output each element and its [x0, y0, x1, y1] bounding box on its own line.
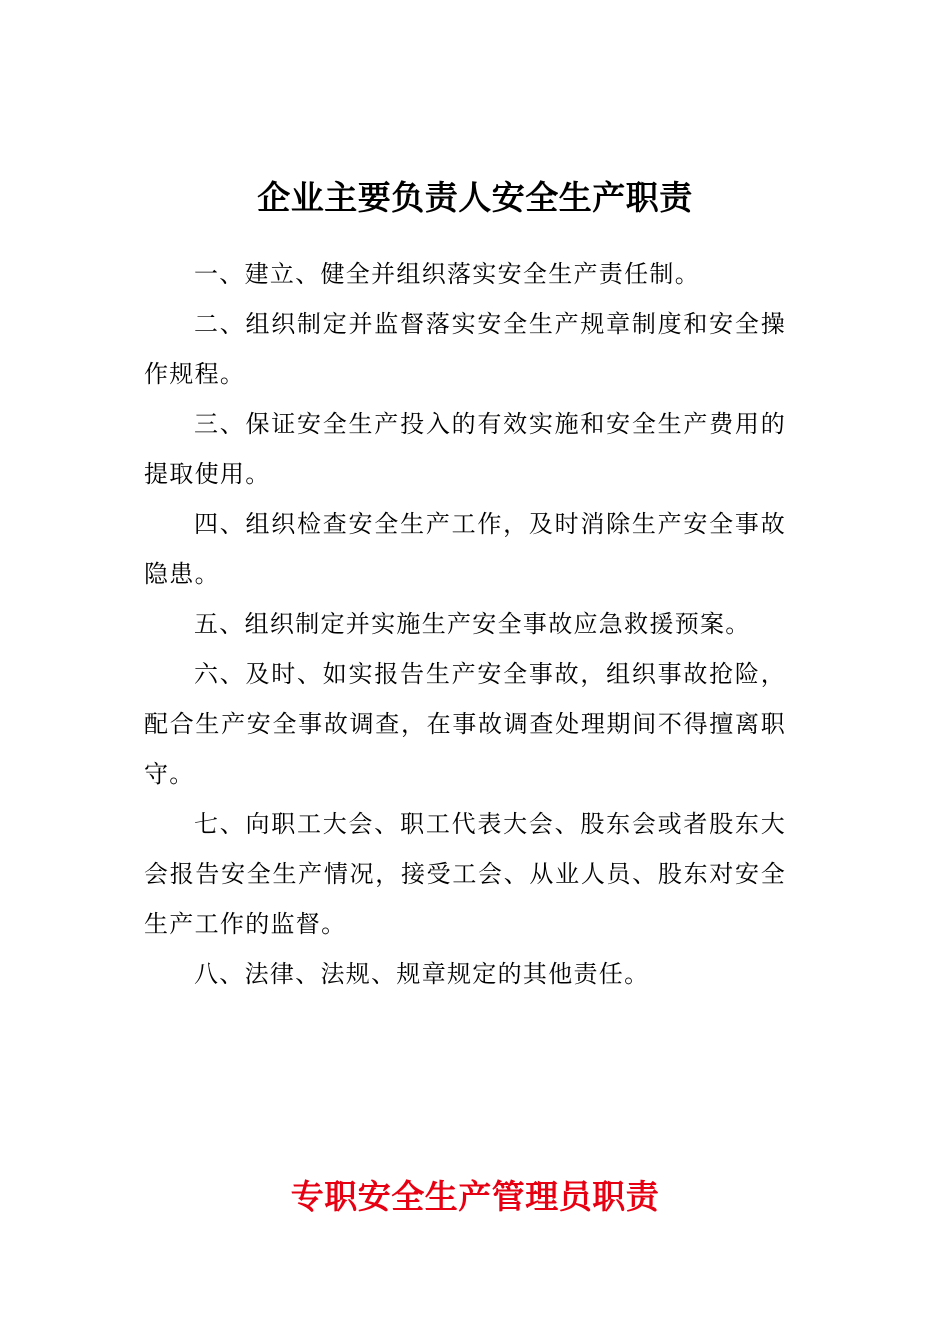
duties-list [144, 249, 786, 999]
duty-item-4: 四、组织检查安全生产工作，及时消除生产安全事故隐患。 [144, 510, 786, 588]
duty-item-3: 三、保证安全生产投入的有效实施和安全生产费用的提取使用。 [144, 410, 786, 488]
duty-item-8: 八、法律、法规、规章规定的其他责任。 [194, 960, 650, 988]
duty-item-7: 七、向职工大会、职工代表大会、股东会或者股东大会报告安全生产情况，接受工会、从业人员、股东对安全生产工作的监督。 [144, 810, 786, 938]
duty-item-2: 二、组织制定并监督落实安全生产规章制度和安全操作规程。 [144, 310, 786, 388]
duty-item-1: 一、建立、健全并组织落实安全生产责任制。 [194, 260, 700, 288]
duty-item-5: 五、组织制定并实施生产安全事故应急救援预案。 [194, 610, 751, 638]
duty-item-6: 六、及时、如实报告生产安全事故，组织事故抢险，配合生产安全事故调查，在事故调查处理期间不得擅离职守。 [144, 660, 786, 788]
next-section-title: 专职安全生产管理员职责 [290, 1177, 660, 1217]
document-title: 企业主要负责人安全生产职责 [257, 178, 693, 218]
